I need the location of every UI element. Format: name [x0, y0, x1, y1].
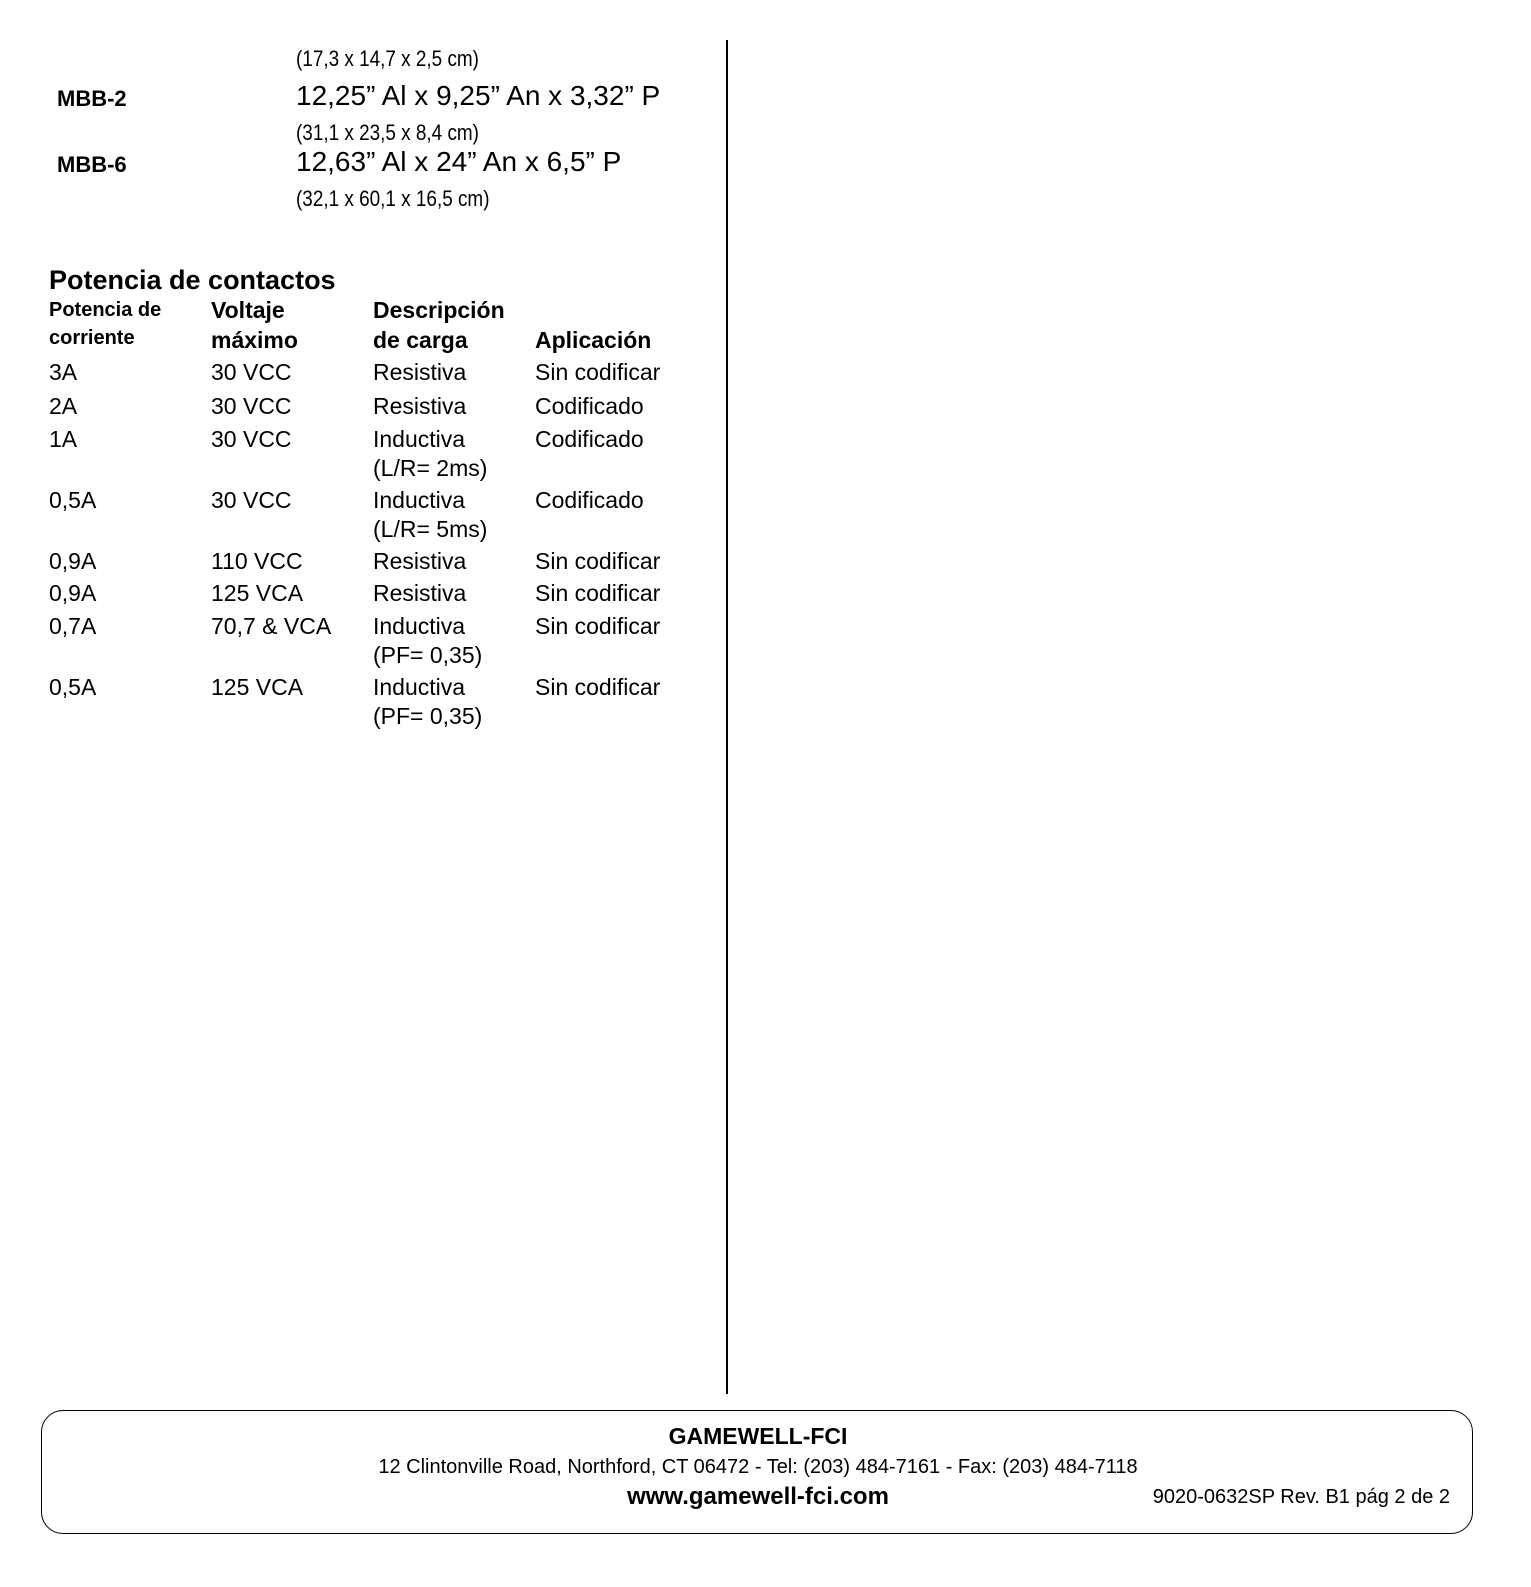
cell-application: Sin codificar [535, 674, 661, 700]
model-size: 12,63” Al x 24” An x 6,5” P [296, 146, 622, 177]
cell-load: Inductiva (PF= 0,35) [373, 674, 483, 729]
cell-application: Codificado [535, 487, 644, 513]
cell-current: 1A [49, 426, 78, 452]
header-current: Potencia de corriente [49, 299, 162, 349]
footer-address: 12 Clintonville Road, Northford, CT 06472 - Tel: (203) 484-7161 - Fax: (203) 484-7118 [378, 1456, 1138, 1478]
header-application: Aplicación [535, 327, 652, 353]
cell-voltage: 30 VCC [211, 487, 292, 513]
cell-application: Sin codificar [535, 613, 661, 639]
cell-current: 0,9A [49, 580, 97, 606]
cell-application: Codificado [535, 426, 644, 452]
footer-document-reference: 9020-0632SP Rev. B1 pág 2 de 2 [1152, 1486, 1450, 1508]
model-size-cm: (32,1 x 60,1 x 16,5 cm) [296, 186, 490, 211]
header-voltage: Voltaje máximo [211, 297, 298, 353]
footer-website-link[interactable]: www.gamewell-fci.com [627, 1483, 889, 1510]
cell-load: Resistiva [373, 580, 467, 606]
cell-load: Inductiva (L/R= 2ms) [373, 426, 488, 481]
model-size: 12,25” Al x 9,25” An x 3,32” P [296, 80, 661, 111]
model-name: MBB-6 [57, 152, 127, 177]
cell-voltage: 110 VCC [211, 548, 303, 574]
cell-voltage: 125 VCA [211, 580, 304, 606]
cell-application: Sin codificar [535, 359, 661, 385]
left-column [0, 0, 730, 1400]
cell-voltage: 30 VCC [211, 359, 292, 385]
cell-current: 0,9A [49, 548, 97, 574]
model-size-cm: (31,1 x 23,5 x 8,4 cm) [296, 120, 479, 145]
cell-application: Codificado [535, 393, 644, 419]
model-name: MBB-2 [57, 86, 127, 111]
cell-current: 3A [49, 359, 78, 385]
cell-voltage: 30 VCC [211, 426, 292, 452]
cell-application: Sin codificar [535, 548, 661, 574]
cell-load: Inductiva (L/R= 5ms) [373, 487, 488, 542]
cell-current: 0,5A [49, 487, 97, 513]
cell-current: 0,5A [49, 674, 97, 700]
cell-current: 2A [49, 393, 78, 419]
column-divider [726, 40, 728, 1394]
cell-load: Resistiva [373, 393, 467, 419]
contacts-section-title: Potencia de contactos [49, 265, 336, 295]
cell-load: Resistiva [373, 548, 467, 574]
cell-load: Inductiva (PF= 0,35) [373, 613, 483, 668]
cell-application: Sin codificar [535, 580, 661, 606]
cell-voltage: 125 VCA [211, 674, 304, 700]
cell-current: 0,7A [49, 613, 97, 639]
footer [41, 1410, 1473, 1534]
footer-company-name: GAMEWELL-FCI [668, 1423, 848, 1449]
cell-voltage: 30 VCC [211, 393, 292, 419]
cell-voltage: 70,7 & VCA [211, 613, 332, 639]
cell-load: Resistiva [373, 359, 467, 385]
dimension-continued-cm: (17,3 x 14,7 x 2,5 cm) [296, 46, 479, 71]
dimension-row-mbb-6 [0, 146, 730, 222]
header-load: Descripción de carga [373, 297, 505, 353]
